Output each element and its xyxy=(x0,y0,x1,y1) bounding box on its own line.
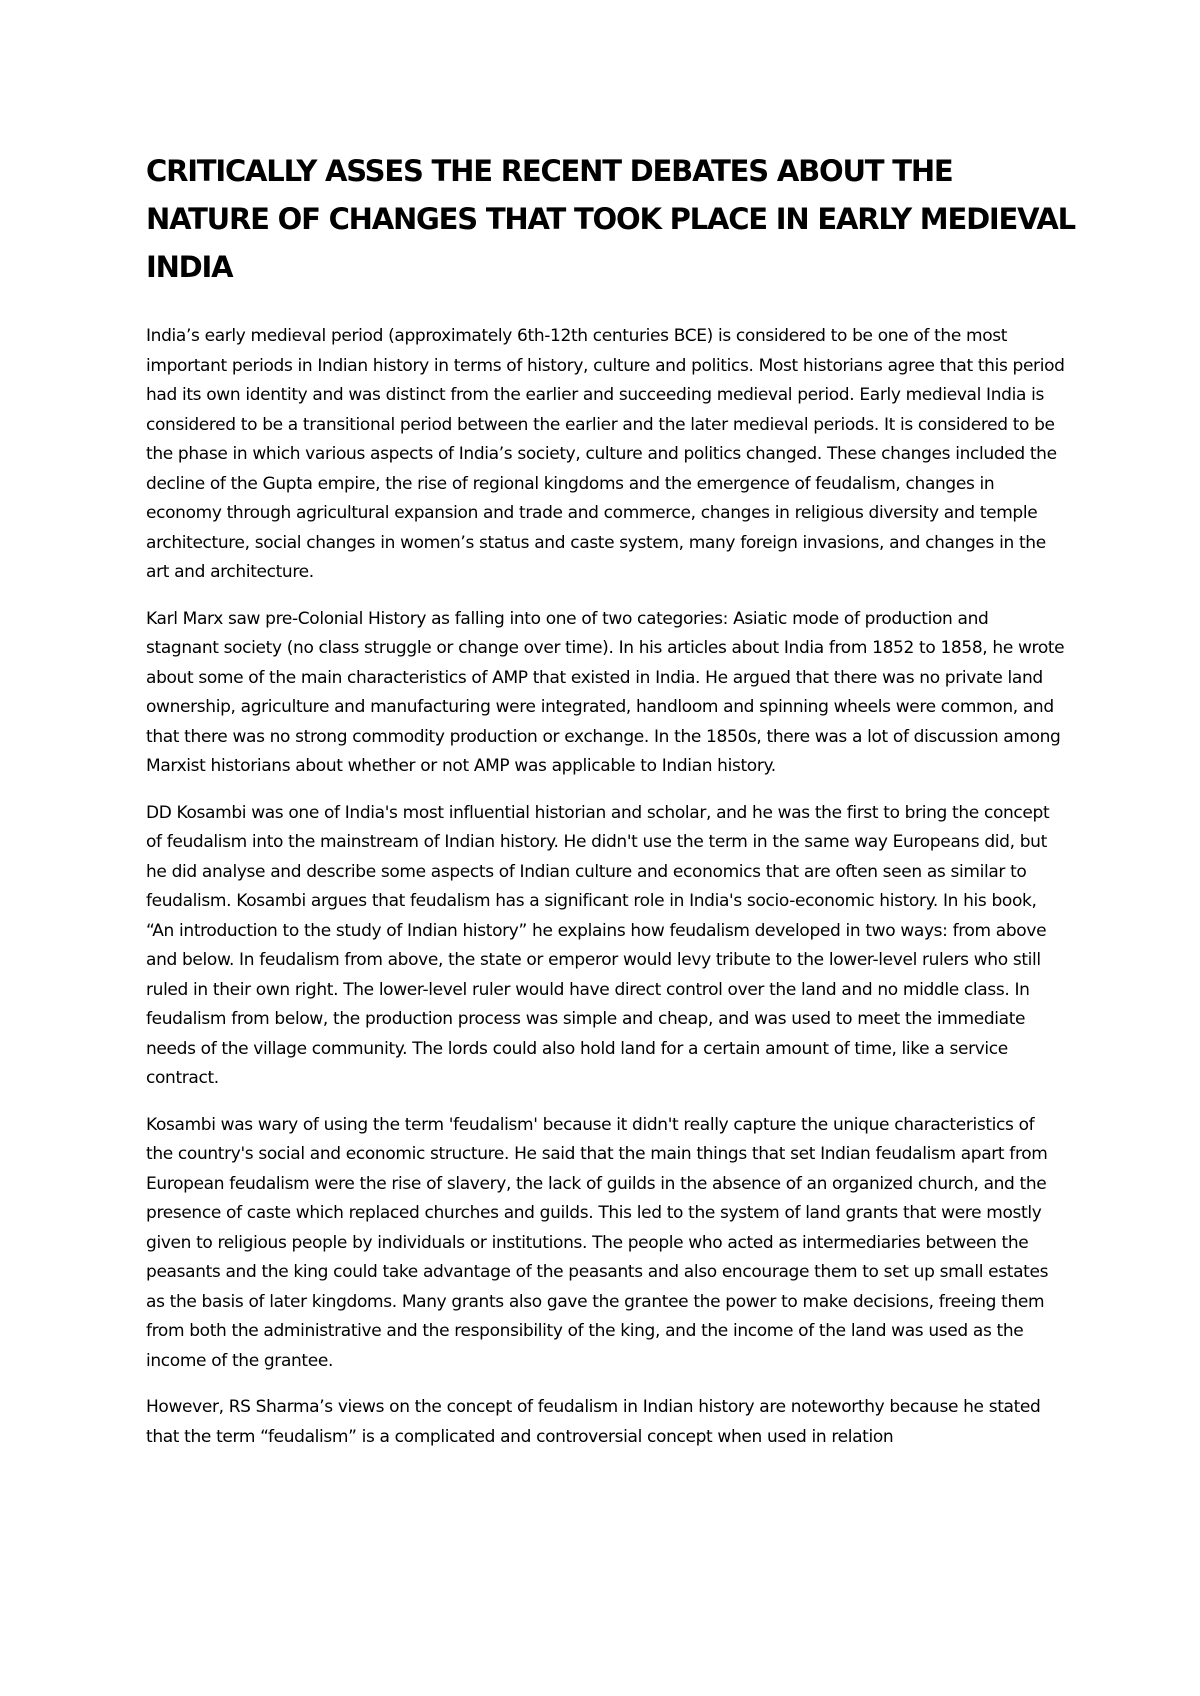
paragraph-kosambi-feudalism: DD Kosambi was one of India's most influential historian and scholar, and he was the first to bring the concept of feudalism into the mainstream of Indian history. He didn't use the term in the same way Europeans did, but he did analyse and describe some aspects of Indian culture and economics that are often seen as similar to feudalism. Kosambi argues that feudalism has a significant role in India's socio-economic history. In his book, “An introduction to the study of Indian history” he explains how feudalism developed in two ways: from above and below. In feudalism from above, the state or emperor would levy tribute to the lower-level rulers who still ruled in their own right. The lower-level ruler would have direct control over the land and no middle class. In feudalism from below, the production process was simple and cheap, and was used to meet the immediate needs of the village community. The lords could also hold land for a certain amount of time, like a service contract. xyxy=(146,802,1050,1088)
document-title: CRITICALLY ASSES THE RECENT DEBATES ABOUT THE NATURE OF CHANGES THAT TOOK PLACE IN EARLY MEDIEVAL INDIA xyxy=(146,154,1075,284)
document-body xyxy=(146,322,1066,1452)
paragraph-intro: India’s early medieval period (approximately 6th-12th centuries BCE) is considered to be one of the most important periods in Indian history in terms of history, culture and politics. Most historians agree that this period had its own identity and was distinct from the earlier and succeeding medieval period. Early medieval India is considered to be a transitional period between the earlier and the later medieval periods. It is considered to be the phase in which various aspects of India’s society, culture and politics changed. These changes included the decline of the Gupta empire, the rise of regional kingdoms and the emergence of feudalism, changes in economy through agricultural expansion and trade and commerce, changes in religious diversity and temple architecture, social changes in women’s status and caste system, many foreign invasions, and changes in the art and architecture. xyxy=(146,326,1065,582)
paragraph-karl-marx: Karl Marx saw pre-Colonial History as falling into one of two categories: Asiatic mode of production and stagnant society (no class struggle or change over time). In his articles about India from 1852 to 1858, he wrote about some of the main characteristics of AMP that existed in India. He argued that there was no private land ownership, agriculture and manufacturing were integrated, handloom and spinning wheels were common, and that there was no strong commodity production or exchange. In the 1850s, there was a lot of discussion among Marxist historians about whether or not AMP was applicable to Indian history. xyxy=(146,608,1065,776)
paragraph-kosambi-wary: Kosambi was wary of using the term 'feudalism' because it didn't really capture the unique characteristics of the country's social and economic structure. He said that the main things that set Indian feudalism apart from European feudalism were the rise of slavery, the lack of guilds in the absence of an organized church, and the presence of caste which replaced churches and guilds. This led to the system of land grants that were mostly given to religious people by individuals or institutions. The people who acted as intermediaries between the peasants and the king could take advantage of the peasants and also encourage them to set up small estates as the basis of later kingdoms. Many grants also gave the grantee the power to make decisions, freeing them from both the administrative and the responsibility of the king, and the income of the land was used as the income of the grantee. xyxy=(146,1114,1049,1371)
paragraph-rs-sharma: However, RS Sharma’s views on the concept of feudalism in Indian history are noteworthy because he stated that the term “feudalism” is a complicated and controversial concept when used in relation xyxy=(146,1397,1041,1447)
